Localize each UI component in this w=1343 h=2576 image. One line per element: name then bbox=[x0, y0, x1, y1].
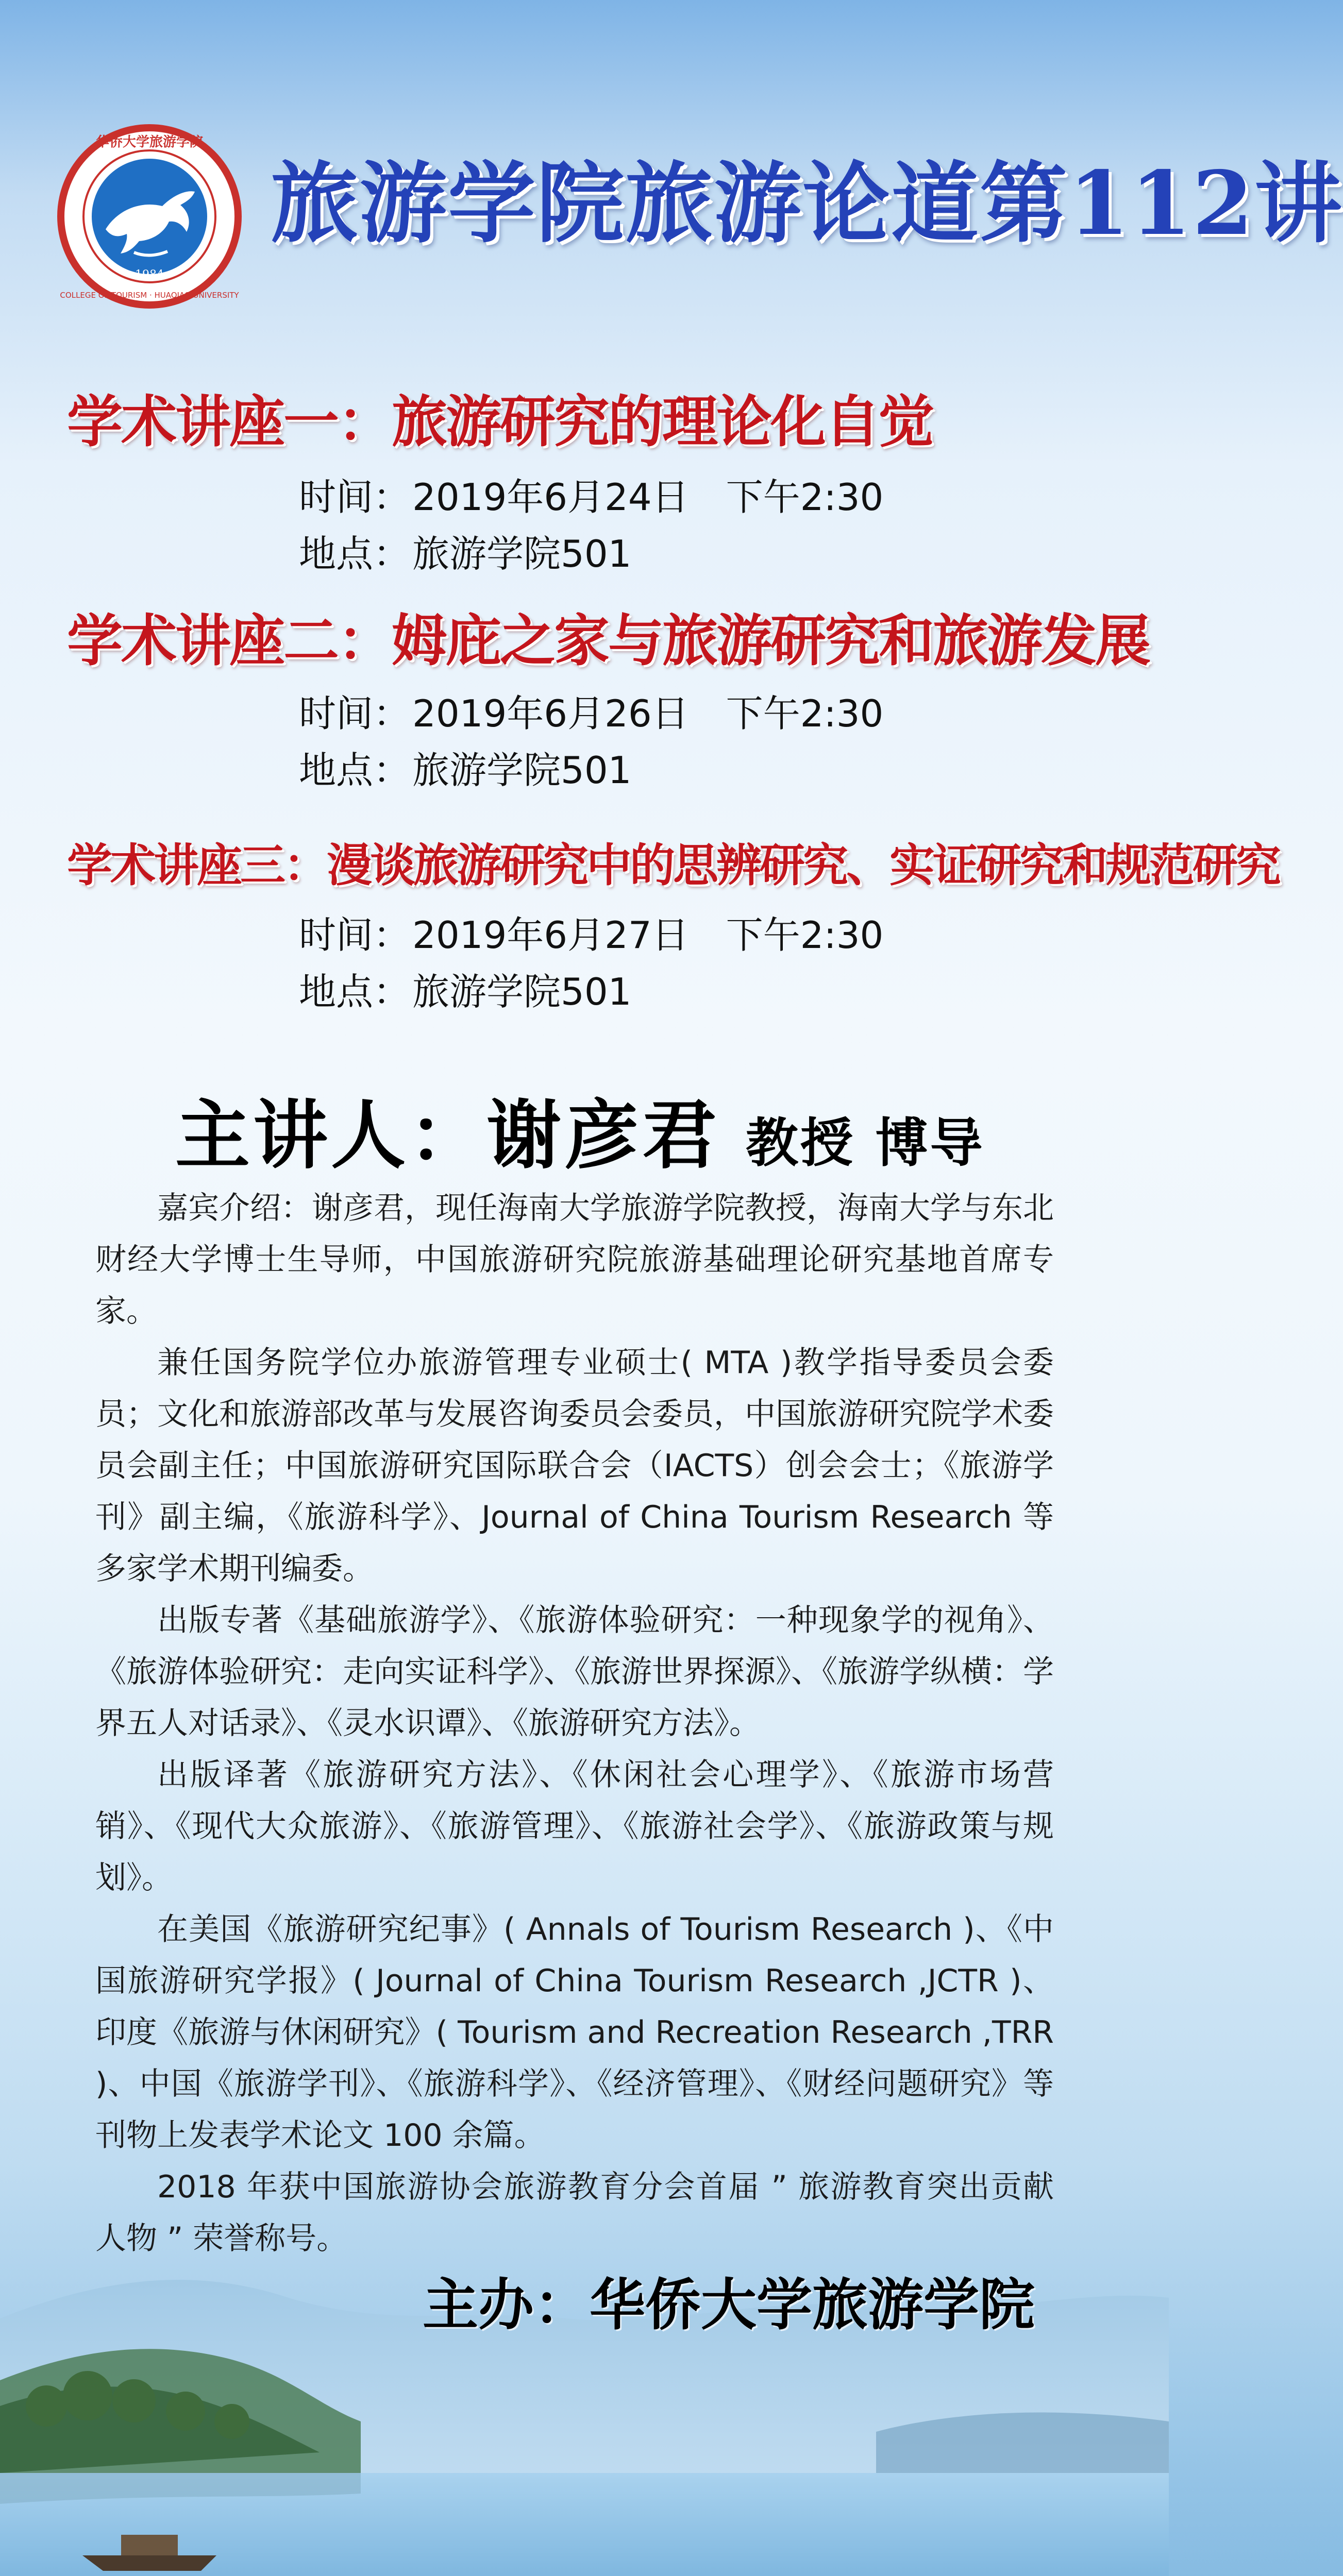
bio-paragraph: 出版专著《基础旅游学》、《旅游体验研究：一种现象学的视角》、《旅游体验研究：走向实证科学》、《旅游世界探源》、《旅游学纵横：学界五人对话录》、《灵水识谭》、《旅游研究方法》。 bbox=[95, 1602, 1054, 1741]
place-label: 地点： bbox=[299, 532, 411, 575]
lecture-3-time bbox=[299, 907, 1123, 963]
place-value: 旅游学院501 bbox=[412, 749, 632, 792]
lecture-1-place bbox=[299, 526, 1123, 582]
horse-icon bbox=[57, 124, 242, 309]
svg-text:COLLEGE OF TOURISM · HUAQIAO U: COLLEGE OF TOURISM · HUAQIAO UNIVERSITY bbox=[60, 291, 239, 300]
lecture-2-topic: 姆庇之家与旅游研究和旅游发展 bbox=[392, 609, 1150, 673]
university-seal-logo bbox=[57, 124, 242, 309]
bio-paragraph: 出版译著《旅游研究方法》、《休闲社会心理学》、《旅游市场营销》、《现代大众旅游》、《旅游管理》、《旅游社会学》、《旅游政策与规划》。 bbox=[95, 1757, 1054, 1896]
lecture-2-place bbox=[299, 742, 1123, 799]
speaker-name: 主讲人：谢彦君 bbox=[175, 1092, 720, 1179]
bio-paragraph: 兼任国务院学位办旅游管理专业硕士( MTA )教学指导委员会委员；文化和旅游部改革与发展咨询委员会委员，中国旅游研究院学术委员会副主任；中国旅游研究国际联合会（IACTS）创会会士；《旅游学刊》副主编，《旅游科学》、Journal of China Tourism Research 等多家学术期刊编委。 bbox=[95, 1345, 1054, 1587]
lecture-2-time bbox=[299, 685, 1123, 742]
bio-paragraph: 在美国《旅游研究纪事》( Annals of Tourism Research )、《中国旅游研究学报》( Journal of China Tourism Research ,JCTR )、印度《旅游与休闲研究》( Tourism and Recreation Research ,TRR )、中国《旅游学刊》、《旅游科学》、《经济管理》、《财经问题研究》等刊物上发表学术论文 100 余篇。 bbox=[95, 1911, 1054, 2154]
time-value: 2019年6月24日 下午2:30 bbox=[412, 476, 884, 519]
svg-text:1984: 1984 bbox=[135, 268, 164, 281]
lecture-3-place bbox=[299, 963, 1123, 1020]
lake-landscape-illustration bbox=[0, 2164, 1169, 2576]
speaker-bio bbox=[95, 1182, 1054, 2264]
place-label: 地点： bbox=[299, 970, 411, 1013]
lecture-3-heading bbox=[67, 827, 1280, 904]
organizer: 主办：华侨大学旅游学院 bbox=[423, 2273, 1035, 2337]
lecture-1-time bbox=[299, 469, 1123, 526]
lecture-3-prefix: 学术讲座三： bbox=[67, 839, 327, 892]
time-value: 2019年6月27日 下午2:30 bbox=[412, 913, 884, 957]
time-label: 时间： bbox=[299, 692, 411, 735]
lecture-1-heading bbox=[67, 384, 1139, 461]
lecture-2-prefix: 学术讲座二： bbox=[67, 609, 392, 673]
speaker-heading bbox=[175, 1084, 1051, 1188]
svg-text:华侨大学旅游学院: 华侨大学旅游学院 bbox=[95, 134, 204, 150]
time-label: 时间： bbox=[299, 913, 411, 957]
place-value: 旅游学院501 bbox=[412, 532, 632, 575]
place-value: 旅游学院501 bbox=[412, 970, 632, 1013]
lecture-1-topic: 旅游研究的理论化自觉 bbox=[392, 390, 933, 454]
lecture-3-topic: 漫谈旅游研究中的思辨研究、实证研究和规范研究 bbox=[327, 839, 1280, 892]
lecture-1-prefix: 学术讲座一： bbox=[67, 390, 392, 454]
time-label: 时间： bbox=[299, 476, 411, 519]
bio-paragraph: 嘉宾介绍：谢彦君，现任海南大学旅游学院教授，海南大学与东北财经大学博士生导师，中国旅游研究院旅游基础理论研究基地首席专家。 bbox=[95, 1190, 1054, 1329]
speaker-titles: 教授 博导 bbox=[746, 1113, 985, 1174]
lecture-2-heading bbox=[67, 603, 1150, 680]
time-value: 2019年6月26日 下午2:30 bbox=[412, 692, 884, 735]
bio-paragraph: 2018 年获中国旅游协会旅游教育分会首届 ” 旅游教育突出贡献人物 ” 荣誉称号。 bbox=[95, 2169, 1054, 2257]
place-label: 地点： bbox=[299, 749, 411, 792]
page-title: 旅游学院旅游论道第112讲 bbox=[271, 152, 1343, 255]
